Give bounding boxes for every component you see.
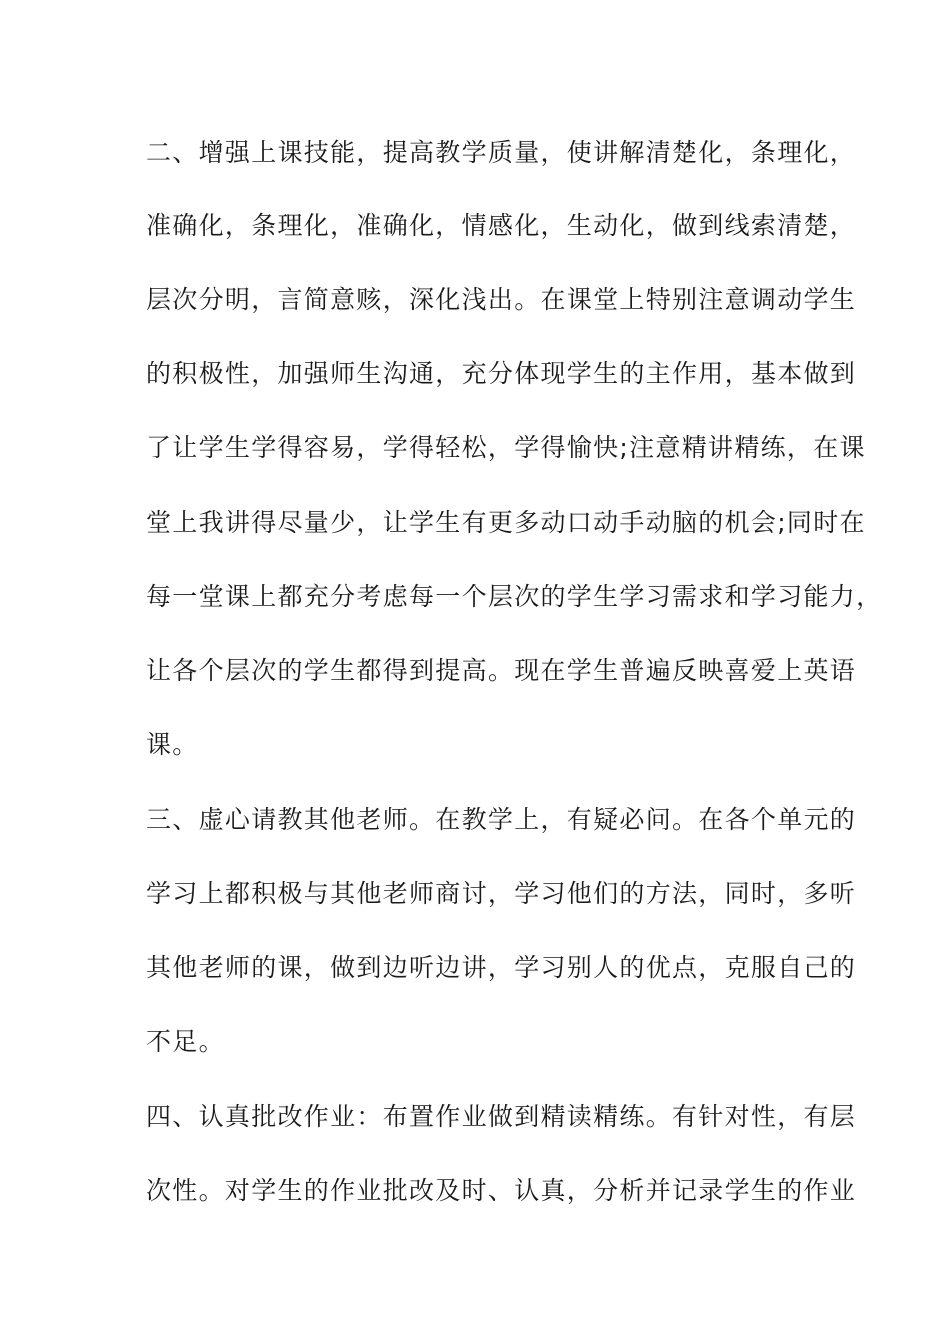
text-line: 每一堂课上都充分考虑每一个层次的学生学习需求和学习能力， <box>146 582 883 611</box>
text-line: 让各个层次的学生都得到提高。现在学生普遍反映喜爱上英语 <box>146 656 857 685</box>
text-line: 的积极性，加强师生沟通，充分体现学生的主作用，基本做到 <box>146 359 857 388</box>
text-line: 次性。对学生的作业批改及时、认真，分析并记录学生的作业 <box>146 1176 857 1205</box>
text-line: 了让学生学得容易，学得轻松，学得愉快;注意精讲精练，在课 <box>146 433 866 462</box>
text-line: 准确化，条理化，准确化，情感化，生动化，做到线索清楚， <box>146 211 857 240</box>
text-line: 堂上我讲得尽量少，让学生有更多动口动手动脑的机会;同时在 <box>146 508 866 537</box>
text-line: 层次分明，言简意赅，深化浅出。在课堂上特别注意调动学生 <box>146 285 857 314</box>
text-line: 不足。 <box>146 1027 225 1056</box>
text-line: 课。 <box>146 730 199 759</box>
text-line: 其他老师的课，做到边听边讲，学习别人的优点，克服自己的 <box>146 953 857 982</box>
text-line: 学习上都积极与其他老师商讨，学习他们的方法，同时，多听 <box>146 879 857 908</box>
text-line: 四、认真批改作业：布置作业做到精读精练。有针对性，有层 <box>146 1102 857 1131</box>
text-line: 三、虚心请教其他老师。在教学上，有疑必问。在各个单元的 <box>146 805 857 834</box>
text-line: 二、增强上课技能，提高教学质量，使讲解清楚化，条理化， <box>146 138 857 167</box>
